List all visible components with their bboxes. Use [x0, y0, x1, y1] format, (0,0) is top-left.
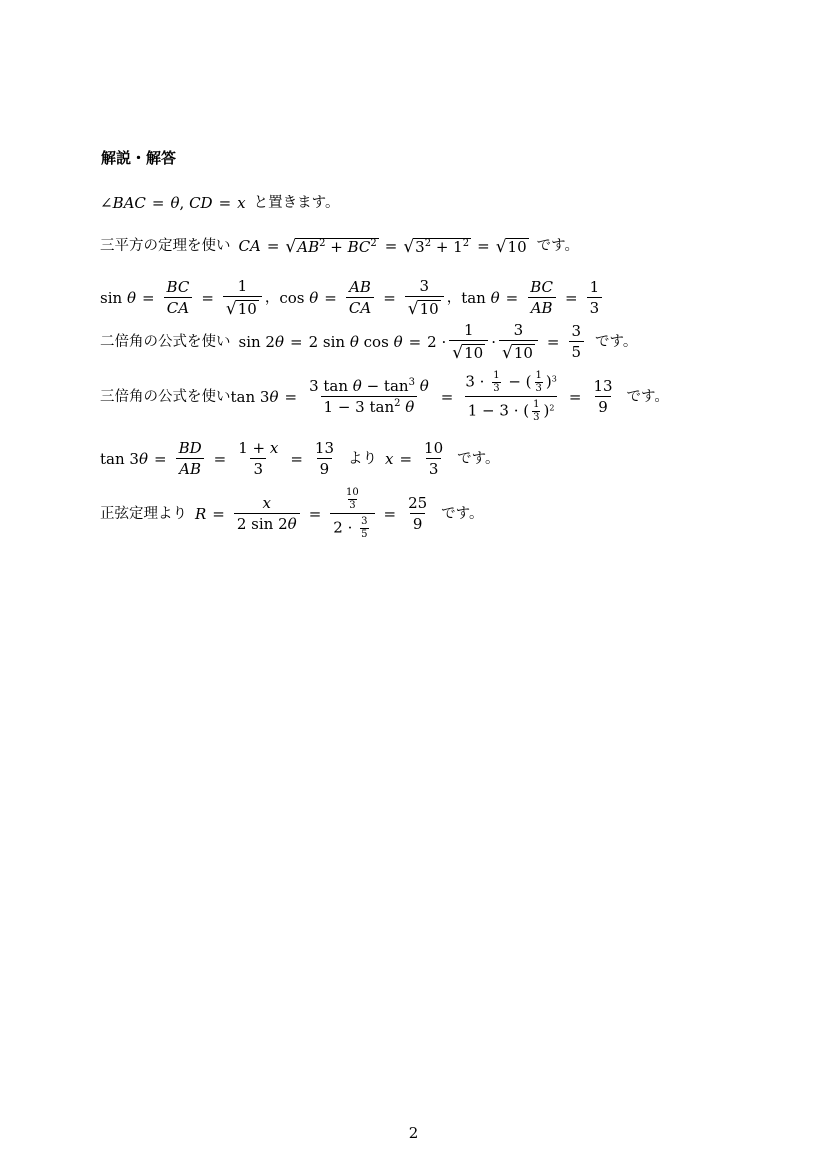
math-line-triple-angle: 三倍角の公式を使い tan 3 θ = $\frac{3 \tan \theta - \tan^3 \theta}{1 - 3 \tan^2 \theta}$ = 3 · $\frac{1}{3}$ − ( $\frac{1}{3}$ )$^3$ 1 − 3 · ( $\frac{1}{3}$ )$^2$ = $\frac{13}{9}$ です。: [100, 370, 669, 423]
text-l6-end: です。: [457, 450, 500, 467]
math-line-pythagoras: 三平方の定理を使い CA = √ $AB^2 + BC^2$ = √ $3^2 + 1^2$ = √ 10 です。: [100, 237, 579, 257]
text-l6-mid: より: [348, 450, 377, 467]
text-l1: と置きます。: [253, 195, 340, 212]
text-l4-end: です。: [595, 333, 638, 350]
text-l4: 二倍角の公式を使い: [100, 333, 231, 350]
section-heading: 解説・解答: [101, 149, 177, 167]
text-l5-end: です。: [626, 388, 669, 405]
math-line-sine-rule: 正弦定理より R = $\frac{x}{2 \sin 2\theta}$ = $\frac{10}{3}$ 2 · $\frac{3}{5}$ = $\frac{25}{9}$ です。: [100, 487, 484, 540]
math-line-solve-x: tan 3 θ = $\frac{BD}{AB}$ = $\frac{1 + x}{3}$ = $\frac{13}{9}$ より x = $\frac{10}{3}$ です。: [100, 439, 500, 478]
text-l7: 正弦定理より: [100, 505, 187, 522]
math-line-definitions: ∠ BAC = θ , CD = x と置きます。: [100, 194, 340, 212]
text-l7-end: です。: [441, 505, 484, 522]
text-l2-end: です。: [536, 238, 579, 255]
comma-2: ，: [446, 289, 462, 306]
text-l2: 三平方の定理を使い: [100, 238, 231, 255]
comma-1: ，: [264, 289, 280, 306]
text-l5: 三倍角の公式を使い: [100, 388, 231, 405]
math-line-double-angle: 二倍角の公式を使い sin 2 θ = 2 sin θ cos θ = 2 · 1 √ 10 · 3 √ 10 = $\frac{3}{5}$ です。: [100, 321, 638, 363]
math-line-trig-ratios: sin θ = $\frac{BC}{CA}$ = 1 √ 10 ， cos θ = $\frac{AB}{CA}$ = 3 √ 10 ， tan θ = $\frac{BC}{AB}$ = $\frac{1}{3}$: [100, 279, 605, 317]
page-number: 2: [408, 1124, 419, 1142]
